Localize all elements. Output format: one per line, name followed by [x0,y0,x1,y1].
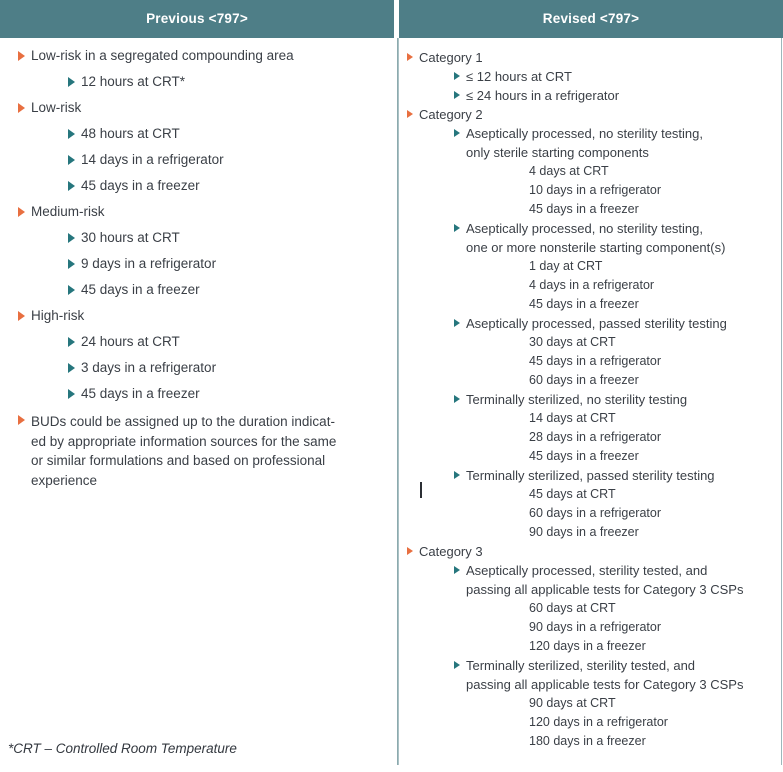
revised-column-header: Revised <797> [399,0,783,38]
item-text: ≤ 12 hours at CRT [466,69,572,84]
table-header-row [0,0,783,38]
orange-arrow-bullet-icon [18,51,25,61]
list-item [407,485,779,504]
teal-arrow-bullet-icon [454,129,460,137]
teal-arrow-bullet-icon [454,224,460,232]
list-item [10,230,389,245]
list-item [10,308,389,323]
teal-arrow-bullet-icon [68,155,75,165]
list-item [407,333,779,352]
item-text: Aseptically processed, passed sterility testing [466,316,727,331]
list-item [10,152,389,167]
list-item [407,637,779,656]
item-text [466,561,779,599]
item-text: 45 days in a freezer [529,449,639,463]
list-item [407,295,779,314]
item-text: 45 days in a refrigerator [529,354,662,368]
item-text: 45 days in a freezer [529,297,639,311]
item-text: 45 days in a freezer [529,202,639,216]
item-text: 24 hours at CRT [81,334,180,349]
item-text: 30 hours at CRT [81,230,180,245]
item-text: 60 days at CRT [529,601,616,615]
item-text: 45 days in a freezer [81,386,200,401]
teal-arrow-bullet-icon [454,72,460,80]
right-border-line [781,38,783,765]
list-item [407,409,779,428]
item-text: 10 days in a refrigerator [529,183,662,197]
list-item [407,561,779,599]
revised-column [399,38,783,751]
list-item [407,219,779,257]
item-text: High-risk [31,308,85,323]
item-text: 120 days in a freezer [529,639,646,653]
previous-column-header: Previous <797> [0,0,394,38]
orange-arrow-bullet-icon [18,103,25,113]
text-cursor-artifact [420,482,422,498]
list-item [10,100,389,115]
item-text: 90 days in a freezer [529,525,639,539]
item-text-line: Terminally sterilized, sterility tested, and [466,658,696,673]
list-item [10,256,389,271]
list-item [407,618,779,637]
list-item [407,713,779,732]
item-text: Low-risk in a segregated compounding area [31,48,294,63]
list-item [10,334,389,349]
item-text-line: only sterile starting components [466,145,649,160]
item-text: Terminally sterilized, no sterility testing [466,392,688,407]
list-item [407,599,779,618]
teal-arrow-bullet-icon [454,319,460,327]
list-item [10,126,389,141]
list-item [407,371,779,390]
item-text: 45 days in a freezer [81,178,200,193]
teal-arrow-bullet-icon [68,389,75,399]
item-text: Terminally sterilized, passed sterility testing [466,468,715,483]
item-text: 60 days in a refrigerator [529,506,662,520]
item-text-line: Aseptically processed, sterility tested, and [466,563,708,578]
teal-arrow-bullet-icon [454,395,460,403]
orange-arrow-bullet-icon [18,207,25,217]
item-text: Category 3 [419,544,483,559]
item-text [466,219,779,257]
item-text: 48 hours at CRT [81,126,180,141]
item-text: 120 days in a refrigerator [529,715,668,729]
list-item [407,428,779,447]
item-text-line: BUDs could be assigned up to the duration indicat- [31,414,335,429]
item-text: 180 days in a freezer [529,734,646,748]
item-text: 12 hours at CRT* [81,74,186,89]
item-text: 14 days at CRT [529,411,616,425]
list-item [10,178,389,193]
item-text: 30 days at CRT [529,335,616,349]
crt-footnote: *CRT – Controlled Room Temperature [8,741,237,756]
list-item [407,542,779,561]
orange-arrow-bullet-icon [18,415,25,425]
item-text-line: Aseptically processed, no sterility testing, [466,221,703,236]
orange-arrow-bullet-icon [407,53,413,61]
orange-arrow-bullet-icon [407,110,413,118]
teal-arrow-bullet-icon [68,77,75,87]
item-text: 4 days in a refrigerator [529,278,655,292]
list-item [407,181,779,200]
item-text: Category 2 [419,107,483,122]
list-item [407,466,779,485]
item-text: 90 days at CRT [529,696,616,710]
item-text: Low-risk [31,100,82,115]
list-item [407,314,779,333]
list-item [10,386,389,401]
item-text-line: experience [31,472,98,488]
list-item [407,105,779,124]
list-item [407,48,779,67]
teal-arrow-bullet-icon [454,566,460,574]
list-item [407,656,779,694]
item-text: 60 days in a freezer [529,373,639,387]
list-item [407,390,779,409]
comparison-table-body [0,38,783,751]
item-text [31,412,389,490]
list-item [10,412,389,490]
list-item [407,257,779,276]
item-text: Medium-risk [31,204,105,219]
item-text-line: passing all applicable tests for Category 3 CSPs [466,677,744,692]
item-text: 3 days in a refrigerator [81,360,217,375]
list-item [10,74,389,89]
list-item [407,352,779,371]
item-text [466,124,779,162]
orange-arrow-bullet-icon [407,547,413,555]
item-text: 90 days in a refrigerator [529,620,662,634]
item-text-line: one or more nonsterile starting component(s) [466,240,726,255]
list-item [407,504,779,523]
list-item [407,162,779,181]
teal-arrow-bullet-icon [68,337,75,347]
list-item [407,86,779,105]
teal-arrow-bullet-icon [68,233,75,243]
item-text: 28 days in a refrigerator [529,430,662,444]
teal-arrow-bullet-icon [68,285,75,295]
teal-arrow-bullet-icon [68,259,75,269]
list-item [407,732,779,751]
item-text: Category 1 [419,50,483,65]
item-text: 9 days in a refrigerator [81,256,217,271]
list-item [407,200,779,219]
teal-arrow-bullet-icon [454,661,460,669]
list-item [407,67,779,86]
item-text: ≤ 24 hours in a refrigerator [466,88,620,103]
list-item [10,204,389,219]
item-text-line: Aseptically processed, no sterility testing, [466,126,703,141]
item-text: 45 days in a freezer [81,282,200,297]
list-item [407,124,779,162]
item-text: 4 days at CRT [529,164,609,178]
list-item [10,360,389,375]
orange-arrow-bullet-icon [18,311,25,321]
list-item [10,48,389,63]
teal-arrow-bullet-icon [454,471,460,479]
column-divider-line [397,38,399,765]
list-item [407,447,779,466]
item-text: 14 days in a refrigerator [81,152,224,167]
teal-arrow-bullet-icon [454,91,460,99]
teal-arrow-bullet-icon [68,363,75,373]
list-item [10,282,389,297]
item-text-line: or similar formulations and based on professional [31,453,326,468]
list-item [407,523,779,542]
item-text: 1 day at CRT [529,259,603,273]
item-text [466,656,779,694]
list-item [407,694,779,713]
item-text: 45 days at CRT [529,487,616,501]
item-text-line: passing all applicable tests for Category 3 CSPs [466,582,744,597]
teal-arrow-bullet-icon [68,181,75,191]
previous-column [0,38,399,751]
list-item [407,276,779,295]
item-text-line: ed by appropriate information sources for the same [31,433,337,449]
teal-arrow-bullet-icon [68,129,75,139]
